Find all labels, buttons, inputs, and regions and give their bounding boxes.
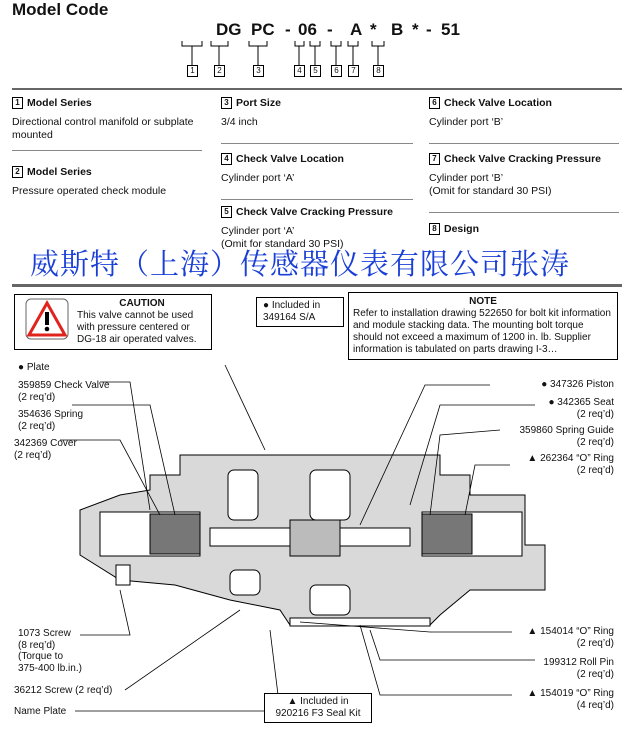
label-cover: 342369 Cover (2 req’d) — [14, 438, 77, 461]
code-pc: PC — [251, 20, 275, 39]
section-check-valve-location-b: 6 Check Valve Location Cylinder port ‘B’ — [429, 97, 552, 128]
page-title: Model Code — [12, 0, 109, 19]
label-name-plate: Name Plate — [14, 706, 67, 717]
section-design: 8 Design — [429, 223, 619, 242]
caution-text: This valve cannot be used with pressure centered or DG-18 air operated valves. — [77, 310, 197, 345]
code-star: * — [412, 20, 419, 39]
label-roll-pin: 199312 Roll Pin (2 req’d) — [543, 657, 614, 680]
watermark: 威斯特（上海）传感器仪表有限公司张涛 — [30, 247, 571, 281]
code-size: 06 — [298, 20, 317, 39]
label-seat: ● 342365 Seat (2 req’d) — [548, 397, 614, 420]
code-dash: - — [285, 20, 291, 39]
note-text: Refer to installation drawing 522650 for bolt kit information and module stacking data. The mounting bolt torque should not exceed a maximum of 1200 in. lb. Supplier information is tabulated on parts drawing I-3… — [353, 308, 611, 355]
code-dash: - — [426, 20, 432, 39]
label-spring-guide: 359860 Spring Guide (2 req’d) — [519, 425, 614, 448]
label-piston: ● 347326 Piston — [541, 379, 614, 390]
code-number-1: 1 — [187, 65, 198, 77]
label-262364-o-ring: ▲ 262364 “O” Ring (2 req’d) — [527, 453, 614, 476]
label-check-valve: 359859 Check Valve (2 req’d) — [18, 380, 110, 403]
code-dg: DG — [216, 20, 242, 39]
code-number-3: 3 — [253, 65, 264, 77]
included-349164-line2: 349164 S/A — [263, 312, 316, 323]
code-dash: - — [327, 20, 333, 39]
label-plate: ● Plate — [18, 362, 50, 373]
section-model-series-2: 2 Model Series Pressure operated check module — [12, 166, 167, 197]
included-seal-kit-box — [264, 693, 372, 723]
code-number-6: 6 — [331, 65, 342, 77]
code-number-2: 2 — [214, 65, 225, 77]
included-seal-kit-line1: ▲ Included in — [287, 696, 349, 707]
section-port-size: 3 Port Size 3/4 inch — [221, 97, 281, 128]
code-number-7: 7 — [348, 65, 359, 77]
section-cracking-pressure-a: 5 Check Valve Cracking Pressure Cylinder port ‘A’ (Omit for standard 30 PSI) — [221, 206, 394, 250]
caution-title: CAUTION — [119, 298, 165, 309]
note-box — [348, 292, 618, 360]
included-349164-line1: ● Included in — [263, 300, 321, 311]
note-title: NOTE — [469, 296, 497, 307]
code-star: * — [370, 20, 377, 39]
warning-triangle-icon — [25, 298, 69, 340]
section-model-series-1: 1 Model Series Directional control manifold or subplate mounted — [12, 97, 194, 141]
caution-box — [14, 294, 212, 350]
label-154019-o-ring: ▲ 154019 “O” Ring (4 req’d) — [527, 688, 614, 711]
code-number-5: 5 — [310, 65, 321, 77]
included-seal-kit-line2: 920216 F3 Seal Kit — [275, 708, 361, 719]
label-36212-screw: 36212 Screw (2 req’d) — [14, 685, 113, 696]
code-design: 51 — [441, 20, 460, 39]
section-check-valve-location-a: 4 Check Valve Location Cylinder port ‘A’ — [221, 153, 344, 184]
label-spring: 354636 Spring (2 req’d) — [18, 409, 84, 432]
label-1073-screw: 1073 Screw (8 req’d) (Torque to 375-400 lb.in.) — [18, 628, 82, 674]
code-number-8: 8 — [373, 65, 384, 77]
included-349164-box — [256, 297, 344, 327]
code-a: A — [350, 20, 363, 39]
label-154014-o-ring: ▲ 154014 “O” Ring (2 req’d) — [527, 626, 614, 649]
code-b: B — [391, 20, 404, 39]
code-number-4: 4 — [294, 65, 305, 77]
section-cracking-pressure-b: 7 Check Valve Cracking Pressure Cylinder port ‘B’ (Omit for standard 30 PSI) — [429, 153, 602, 197]
